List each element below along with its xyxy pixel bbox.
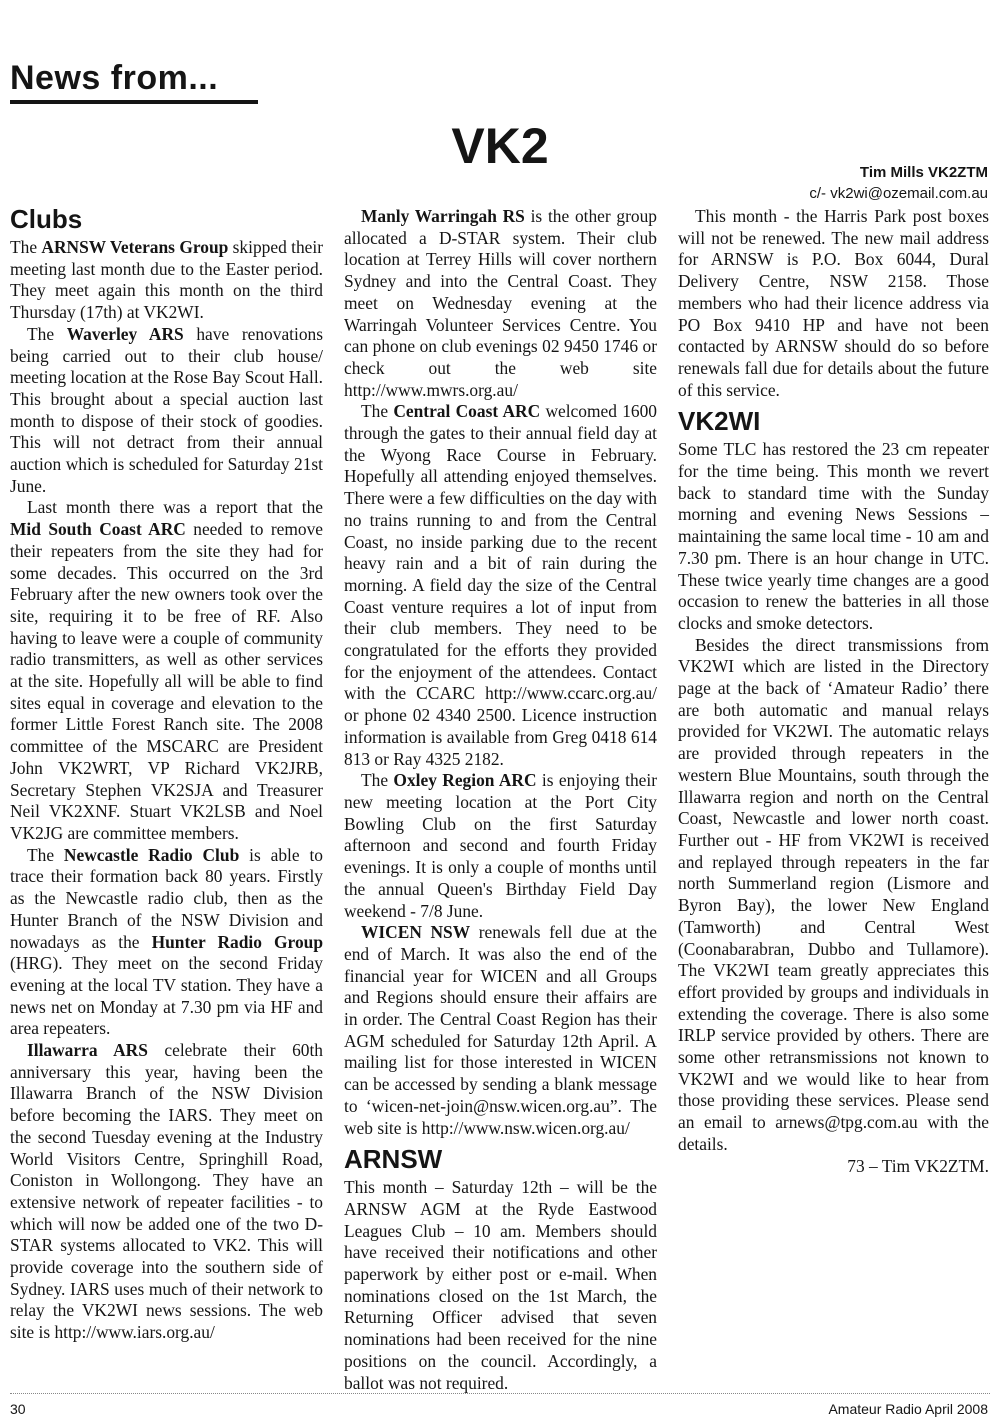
author-block [809,162,988,204]
paragraph [10,1040,323,1344]
page-title: VK2 [451,118,549,174]
paragraph-text: have renovations being carried out to their club house/ meeting location at the Rose Bay Scout Hall. This brought about a special auction last month to dispose of their stock of goodies. This will not detract from their annual auction which is scheduled for Saturday 21st June. [10,323,323,496]
column-3 [678,206,989,1177]
club-name: WICEN NSW [361,922,471,943]
club-name: Waverley ARS [66,323,184,344]
paragraph-text: needed to remove their repeaters from the site they had for some decades. This occurred on the 3rd February after the new owners took over the site, requiring it to be free of RF. Also having to leave were a couple of community radio transmitters, as well as other services at the site. Hopefully all will be able to find sites equal in coverage and elevation to the former Little Forest Ranch site. The 2008 committee of the MSCARC are President John VK2WRT, VP Richard VK2JRB, Secretary Stephen VK2SJA and Treasurer Neil VK2XNF. Stuart VK2LSB and Noel VK2JG are committee members. [10,519,323,843]
arnsw-heading: ARNSW [344,1144,443,1175]
paragraph-text: The [361,401,394,422]
paragraph: The ARNSW Veterans Group skipped their meeting last month due to the Easter period. They meet again this month on the third Thursday (17th) at VK2WI. [10,237,324,323]
club-name: Hunter Radio Group [151,931,324,952]
paragraph: Besides the direct transmissions from VK2WI which are listed in the Directory page at the back of ‘Amateur Radio’ there are both automatic and manual relays provided for VK2WI. The automatic relays are provided through repeaters in the western Blue Mountains, south through the Illawarra region and north on the Central Coast, Newcastle and lower north coast. Further out - HF from VK2WI is received and replayed through repeaters in the far north Summerland region (Lismore and Byron Bay), the lower New England (Tamworth) and Central West (Coonabarabran, Dubbo and Tullamore). The VK2WI team greatly appreciates this effort provided by groups and individuals in extending the coverage. There is also some IRLP service provided by others. There are some other retransmissions not known to VK2WI and we would like to hear from those providing these services. Please send an email to arnews@tpg.com.au with the details. [678,634,989,1154]
paragraph-text: skipped their meeting last month due to the Easter period. They meet again this month on the third Thursday (17th) at VK2WI. [10,237,324,323]
club-name: Mid South Coast ARC [10,519,186,540]
club-name: Manly Warringah RS [361,206,525,226]
footer-divider [10,1393,990,1394]
paragraph-text: is able to trace their formation back 80 years. Firstly as the Newcastle radio club, then as the Hunter Branch of the NSW Division and nowadays as the [10,844,323,952]
paragraph-text: The [361,770,394,791]
paragraph [10,845,323,1040]
paragraph-text: is enjoying their new meeting location at the Port City Bowling Club on the first Saturday afternoon and second and fourth Friday evenings. It is only a couple of months until the annual Queen's Birthday Field Day weekend - 7/8 June. [344,770,658,921]
paragraph-text: Last month there was a report that the [27,497,323,518]
column-2 [344,206,657,1394]
author-name: Tim Mills VK2ZTM [859,164,988,181]
club-name: Central Coast ARC [393,401,541,422]
paragraph-text: is the other group allocated a D-STAR system. Their club location at Terrey Hills will cover northern Sydney and into the Central Coast. They meet on Wednesday evening at the Warringah Volunteer Services Centre. You can phone on club evenings 02 9450 1746 or check out the web site http://www.mwrs.org.au/ [344,206,657,400]
signoff: 73 – Tim VK2ZTM. [847,1155,989,1176]
author-email[interactable]: c/- vk2wi@ozemail.com.au [809,185,988,202]
paragraph [344,401,657,770]
publication-info: Amateur Radio April 2008 [828,1401,988,1417]
paragraph-text: The [27,323,67,344]
paragraph [344,922,657,1139]
paragraph-text: The [27,844,64,865]
title-underline [10,100,258,104]
paragraph: This month – Saturday 12th – will be the ARNSW AGM at the Ryde Eastwood Leagues Club – 10 am. Members should have received their notifications and other paperwork by either post or e-mail. When nominations closed on the 1st March, the Returning Officer advised that seven nominations had been received for the nine positions on the council. Accordingly, a ballot was not required. [344,1177,657,1393]
club-name: Oxley Region ARC [393,770,537,791]
club-name: Illawarra ARS [27,1040,148,1061]
paragraph: This month - the Harris Park post boxes will not be renewed. The new mail address for ARNSW is P.O. Box 6044, Dural Delivery Centre, NSW 2158. Those members who had their licence address via PO Box 9410 HP and have not been contacted by ARNSW should do so before renewals fall due for details about the future of this service. [678,206,989,400]
column-1 [10,205,323,1344]
paragraph-text: renewals fell due at the end of March. It was also the end of the financial year for WICEN and all Groups and Regions should ensure their affairs are in order. The Central Coast Region has their AGM scheduled for Saturday 12th April. A mailing list for those interested in WICEN can be accessed by sending a blank message to ‘wicen-net-join@nsw.wicen.org.au”. The web site is http://www.nsw.wicen.org.au/ [344,922,657,1138]
club-name: ARNSW Veterans Group [41,237,229,257]
paragraph [344,770,657,922]
paragraph [10,497,323,844]
paragraph: Some TLC has restored the 23 cm repeater for the time being. This month we revert back to standard time with the Sunday morning and evening News Sessions – maintaining the same local time - 10 am and 7.30 pm. There is an hour change in UTC. These twice yearly time changes are a good occasion to renew the batteries in all those clocks and smoke detectors. [678,439,989,633]
vk2wi-heading: VK2WI [678,406,761,437]
paragraph [344,206,657,401]
section-title: News from... [10,59,219,97]
clubs-heading: Clubs [10,204,83,234]
page-number: 30 [10,1401,26,1417]
paragraph-text: (HRG). They meet on the second Friday evening at the local TV station. They have a news net on Monday at 7.30 pm via HF and area repeaters. [10,953,323,1039]
paragraph-text: celebrate their 60th anniversary this year, having been the Illawarra Branch of the NSW Division before becoming the IARS. They meet on the second Tuesday evening at the Industry World Visitors Centre, Springhill Road, Coniston in Wollongong. They have an extensive network of repeater facilities - to which will now be added one of the two D-STAR systems allocated to VK2. This will provide coverage into the southern side of Sydney. IARS uses much of their network to relay the VK2WI news sessions. The web site is http://www.iars.org.au/ [10,1040,323,1343]
club-name: Newcastle Radio Club [63,844,240,865]
paragraph [10,324,323,498]
paragraph-text: welcomed 1600 through the gates to their annual field day at the Wyong Race Course in February. Hopefully all attending enjoyed themselves. There were a few difficulties on the day with no trains running to and from the Central Coast, no inside parking due to the recent heavy rain and a bit of rain during the morning. A field day the size of the Central Coast venture requires a lot of input from their club members. They need to be congratulated for the efforts they provided for the enjoyment of the attendees. Contact with the CCARC http://www.ccarc.org.au/ or phone 02 4340 2500. Licence instruction information is available from Greg 0418 614 813 or Ray 4325 2182. [344,401,657,769]
